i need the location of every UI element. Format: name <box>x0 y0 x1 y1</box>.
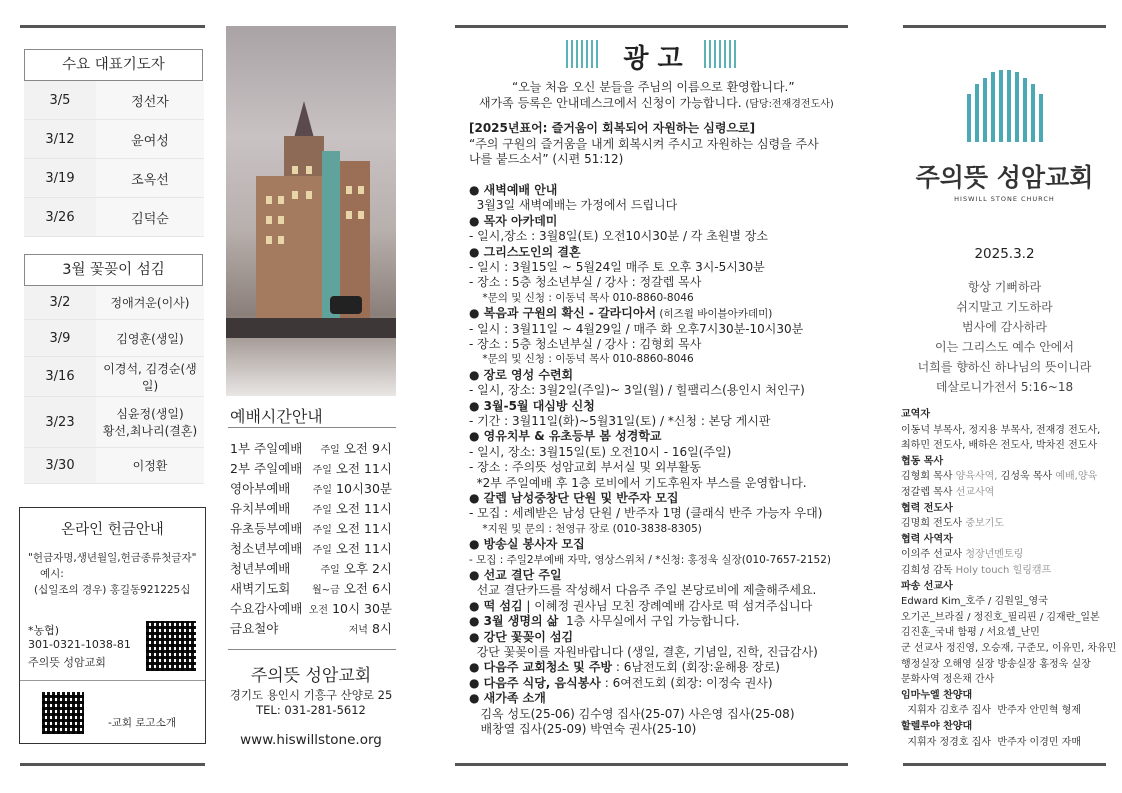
staff-text: 김희성 감독 <box>901 565 953 576</box>
flower-date: 3/16 <box>24 357 96 397</box>
notice-heading: ● 그리스도인의 결혼 <box>469 244 581 259</box>
staff-line <box>901 610 1100 626</box>
prayer-name: 조옥선 <box>96 159 204 198</box>
notice-heading: ● 새벽예배 안내 <box>469 183 558 197</box>
staff-line <box>901 485 994 501</box>
staff-text: 지휘자 김호주 집사 반주자 안민혁 형제 <box>901 705 1081 717</box>
notice-detail: 1층 사무실에서 구입 가능합니다. <box>558 614 740 629</box>
schedule-name: 1부 주일예배 <box>230 441 303 456</box>
prayer-date: 3/26 <box>24 198 96 237</box>
flower-row <box>24 448 204 484</box>
notice-line <box>469 614 740 629</box>
bank-account: 301-0321-1038-81 <box>28 638 131 651</box>
staff-text: 협동 목사 <box>901 455 944 467</box>
staff-text: 교역자 <box>901 409 930 420</box>
welcome-line2-text: 새가족 등록은 안내데스크에서 신청이 가능합니다. <box>479 96 742 110</box>
schedule-day: 주일 <box>312 505 332 516</box>
prayer-name: 윤여성 <box>96 120 204 159</box>
staff-line <box>901 547 1023 563</box>
notice-text: - 일시 : 3월11일 ~ 4월29일 / 매주 화 오후7시30분-10시30분 <box>469 321 804 336</box>
schedule-hour: 오전 11시 <box>335 541 392 556</box>
schedule-row <box>230 559 392 577</box>
notice-detail: : 6남전도회 (회장:윤해용 장로) <box>612 660 780 675</box>
staff-text: 문화사역 정은채 간사 <box>901 674 995 686</box>
verse-line: 데살로니가전서 5:16~18 <box>935 380 1074 394</box>
notice-text: 선교 결단카드를 작성해서 다음주 주일 본당로비에 제출해주세요. <box>469 583 817 598</box>
notice-line <box>469 707 795 722</box>
schedule-hour: 8시 <box>371 621 392 636</box>
notice-line <box>469 306 772 322</box>
notice-line <box>469 491 678 506</box>
schedule-hour: 오후 2시 <box>343 561 392 576</box>
schedule-row <box>230 539 392 557</box>
notice-text: - 기간 : 3월11일(화)~5월31일(토) / *신청 : 본당 게시판 <box>469 414 771 428</box>
verse-line: 이는 그리스도 예수 안에서 <box>935 340 1074 354</box>
notice-line <box>469 691 546 706</box>
schedule-name: 수요감사예배 <box>230 601 303 616</box>
notice-line <box>469 322 803 337</box>
notice-line <box>469 337 701 352</box>
notice-line <box>469 506 822 521</box>
staff-role: 양육사역, <box>952 471 1001 483</box>
notice-heading: ● 갈렙 남성중창단 단원 및 반주자 모집 <box>469 491 679 505</box>
schedule-hour: 오전 9시 <box>343 441 392 456</box>
staff-line <box>901 641 1116 657</box>
col4-church-name: 주의뜻 성암교회 <box>915 163 1094 192</box>
notice-line <box>469 522 702 537</box>
notice-text: - 모집 : 세례받은 남성 단원 / 반주자 1명 (클래식 반주 가능자 우대) <box>469 506 823 521</box>
notice-text: *2부 주일예배 후 1층 로비에서 기도후원자 부스를 운영합니다. <box>469 475 807 490</box>
flower-date: 3/23 <box>24 397 96 448</box>
staff-heading <box>901 407 930 423</box>
notice-heading: ● 3월 생명의 삶 <box>469 614 559 629</box>
logo-intro-label: -교회 로고소개 <box>108 717 176 729</box>
schedule-time <box>321 559 392 577</box>
prayer-name: 정선자 <box>96 81 204 120</box>
flower-name <box>96 448 204 484</box>
schedule-hour: 오전 6시 <box>343 581 392 596</box>
staff-role: Holy touch 힐링캠프 <box>952 565 1052 576</box>
verse-line: 쉬지말고 기도하라 <box>956 300 1053 314</box>
staff-text: 협력 전도사 <box>901 502 953 514</box>
notice-text: - 모집 : 주일2부예배 자막, 영상스위처 / *신청: 홍정욱 실장(010-7657-2152) <box>469 553 831 566</box>
schedule-day: 오전 <box>308 605 329 616</box>
notice-text: - 장소 : 5층 청소년부실 / 강사 : 김형회 목사 <box>469 337 702 351</box>
bank-name: *농협) <box>28 624 60 637</box>
notice-heading: ● 3월-5월 대심방 신청 <box>469 398 595 413</box>
notice-text: - 일시, 장소: 3월15일(토) 오전10시 - 16일(주일) <box>469 444 732 459</box>
schedule-title: 예배시간안내 <box>230 407 323 426</box>
schedule-name: 영아부예배 <box>230 481 291 496</box>
notice-heading: ● 목자 아카데미 <box>469 213 558 228</box>
motto-line2: 나를 붙드소서” (시편 51:12) <box>469 152 624 166</box>
online-offering-box <box>19 507 206 744</box>
prayer-name: 김덕순 <box>96 198 204 237</box>
notice-title-right-icon <box>704 40 736 68</box>
flower-name-line: 김영훈(생일) <box>116 331 184 346</box>
schedule-row <box>230 619 392 637</box>
online-offering-line3: (십일조의 경우) 홍길동921225십 <box>34 584 191 596</box>
notice-line <box>469 229 768 244</box>
prayer-row <box>24 159 204 198</box>
staff-text: 김명희 전도사 <box>901 518 963 530</box>
notice-text: *문의 및 신청 : 이동넉 목사 010-8860-8046 <box>469 291 694 304</box>
notice-detail: (히즈윌 바이블아카데미) <box>656 308 773 321</box>
prayer-row <box>24 198 204 237</box>
staff-text: Edward Kim_호주 / 김원일_영국 <box>901 596 1048 608</box>
schedule-row <box>230 599 392 617</box>
notice-line <box>469 553 831 568</box>
notice-text: - 장소 : 주의뜻 성암교회 부서실 및 외부활동 <box>469 460 702 475</box>
flower-table <box>24 286 204 484</box>
motto-title: [2025년표어: 즐거움이 회복되어 자원하는 심령으로] <box>469 121 756 135</box>
online-offering-title: 온라인 헌금안내 <box>61 522 164 538</box>
staff-line <box>901 594 1048 610</box>
staff-text: 오기곤_브라질 / 정진호_필리핀 / 김재란_일본 <box>901 611 1100 623</box>
flower-date: 3/2 <box>24 286 96 320</box>
schedule-day: 주일 <box>312 465 332 476</box>
notice-line <box>469 291 694 306</box>
notice-line <box>469 583 816 598</box>
notice-line <box>469 568 562 583</box>
staff-line <box>901 469 1097 485</box>
col2-tel: TEL: 031-281-5612 <box>256 703 366 717</box>
schedule-name: 유치부예배 <box>230 501 291 516</box>
notice-text: - 일시, 장소: 3월2일(주일)~ 3일(월) / 힐팰리스(용인시 처인구) <box>469 383 805 398</box>
notice-line <box>469 722 696 737</box>
staff-text: 지휘자 정경호 집사 반주자 이경민 자매 <box>901 736 1081 748</box>
notice-line <box>469 368 573 383</box>
staff-text: 이의주 선교사 <box>901 549 963 561</box>
flower-name-line: 이경석, 김경순(생일) <box>103 361 197 393</box>
notice-title-left-icon <box>566 40 598 68</box>
notice-text: - 일시,장소 : 3월8일(토) 오전10시30분 / 각 초원별 장소 <box>469 229 768 244</box>
motto-line1: “주의 구원의 즐거움을 내게 회복시켜 주시고 자원하는 심령을 주사 <box>469 137 819 151</box>
notice-line <box>469 183 557 198</box>
schedule-hour: 오전 11시 <box>335 521 392 536</box>
top-rule-col1 <box>20 25 205 28</box>
staff-heading <box>901 688 972 704</box>
notice-heading: ● 떡 섬김 <box>469 598 523 613</box>
bulletin-date: 2025.3.2 <box>974 246 1035 262</box>
staff-text: 김형회 목사 <box>901 471 953 483</box>
staff-text: 이동넉 부목사, 정지용 부목사, 전재경 전도사, <box>901 424 1101 436</box>
notice-line <box>469 399 595 414</box>
notice-line <box>469 645 818 660</box>
flower-row <box>24 286 204 320</box>
prayer-table <box>24 81 204 237</box>
prayer-date: 3/19 <box>24 159 96 198</box>
prayer-table-title: 수요 대표기도자 <box>24 49 203 81</box>
flower-name-line: 이정환 <box>132 459 168 473</box>
staff-text: 협력 사역자 <box>901 533 953 545</box>
notice-text: - 일시 : 3월15일 ~ 5월24일 매주 토 오후 3시-5시30분 <box>469 260 765 274</box>
schedule-name: 새벽기도회 <box>230 581 291 596</box>
schedule-name: 금요철야 <box>230 621 279 636</box>
schedule-time <box>313 459 392 477</box>
flower-name <box>96 286 204 320</box>
notice-heading: ● 영유치부 & 유초등부 봄 성경학교 <box>469 429 662 444</box>
notice-line <box>469 414 770 429</box>
verse-line: 항상 기뻐하라 <box>967 280 1042 294</box>
notice-text: - 장소 : 5층 청소년부실 / 강사 : 정갈렙 목사 <box>469 275 702 290</box>
flower-date: 3/9 <box>24 320 96 357</box>
flower-row <box>24 357 204 397</box>
col4-church-en: HISWILL STONE CHURCH <box>954 195 1055 203</box>
flower-table-title: 3월 꽃꽂이 섬김 <box>24 254 203 286</box>
notice-heading: ● 선교 결단 주일 <box>469 568 562 582</box>
schedule-time <box>313 519 392 537</box>
bottom-rule-col4 <box>903 763 1106 766</box>
schedule-time <box>313 499 392 517</box>
top-rule-col4 <box>903 25 1106 28</box>
schedule-day: 주일 <box>320 565 340 576</box>
schedule-hour: 오전 11시 <box>335 461 392 476</box>
schedule-name: 유초등부예배 <box>230 521 303 536</box>
schedule-row <box>230 479 392 497</box>
notice-text: 김옥 성도(25-06) 김수영 집사(25-07) 사은영 집사(25-08) <box>469 706 795 721</box>
notice-line <box>469 198 677 213</box>
verse-line: 범사에 감사하라 <box>962 320 1047 334</box>
notice-heading: ● 다음주 식당, 음식봉사 <box>469 675 601 690</box>
staff-text: 군 선교사 정진영, 오승재, 구준모, 이유민, 차유민 <box>901 643 1117 654</box>
staff-line <box>901 672 994 688</box>
staff-line <box>901 657 1091 673</box>
top-rule-col3 <box>455 25 848 28</box>
notice-heading: ● 방송실 봉사자 모집 <box>469 537 585 552</box>
staff-text: 최하민 전도사, 배하은 전도사, 박차진 전도사 <box>901 440 1098 452</box>
staff-line <box>901 423 1100 439</box>
staff-heading <box>901 579 953 595</box>
church-building-icon <box>226 26 396 396</box>
notice-line <box>469 445 731 460</box>
notice-line <box>469 429 662 444</box>
online-offering-line1: "헌금자명,생년월일,헌금종류첫글자" <box>28 552 197 564</box>
notice-text: *지원 및 문의 : 천영규 장로 (010-3838-8305) <box>469 522 702 535</box>
notice-heading: ● 복음과 구원의 확신 - 갈라디아서 <box>469 306 657 321</box>
notice-heading: ● 새가족 소개 <box>469 691 546 706</box>
schedule-row <box>230 519 392 537</box>
notice-line <box>469 630 573 645</box>
schedule-name: 청년부예배 <box>230 561 291 576</box>
staff-heading <box>901 501 953 517</box>
notice-text: *문의 및 신청 : 이동넉 목사 010-8860-8046 <box>469 353 694 366</box>
staff-role: 선교사역 <box>952 487 995 498</box>
schedule-day: 주일 <box>312 525 332 536</box>
staff-role: 중보기도 <box>962 518 1004 530</box>
welcome-line1: “오늘 처음 오신 분들을 주님의 이름으로 환영합니다.” <box>512 80 795 94</box>
notice-text: 3월3일 새벽예배는 가정에서 드립니다 <box>469 198 678 213</box>
staff-text: 파송 선교사 <box>901 580 953 592</box>
schedule-time <box>309 599 392 617</box>
staff-line <box>901 625 1040 641</box>
flower-name <box>96 357 204 397</box>
staff-role2: 예배,양육 <box>1052 471 1098 483</box>
schedule-day: 저녁 <box>348 625 368 636</box>
notice-line <box>469 245 581 260</box>
staff-text2: 김성욱 목사 <box>1000 471 1053 483</box>
flower-date: 3/30 <box>24 448 96 484</box>
schedule-row <box>230 459 392 477</box>
notice-detail: : 6여전도회 (회장: 이정숙 권사) <box>600 675 773 690</box>
prayer-date: 3/5 <box>24 81 96 120</box>
schedule-name: 2부 주일예배 <box>230 461 303 476</box>
schedule-day: 주일 <box>320 445 340 456</box>
bank-holder: 주의뜻 성암교회 <box>28 656 106 669</box>
welcome-line2 <box>479 96 834 112</box>
schedule-hour: 오전 11시 <box>335 501 392 516</box>
notice-line <box>469 260 765 275</box>
staff-line <box>901 516 1004 532</box>
notice-line <box>469 676 773 691</box>
flower-name-line: 정애겨운(이사) <box>110 296 190 310</box>
staff-text: 할렐루야 찬양대 <box>901 721 973 732</box>
notice-detail: | 이혜정 권사님 모친 장례예배 감사로 떡 섬겨주십니다 <box>522 598 813 613</box>
schedule-time <box>349 619 392 637</box>
notice-line <box>469 383 805 398</box>
notice-text: 강단 꽃꽂이를 자원바랍니다 (생일, 결혼, 기념일, 진학, 진급감사) <box>469 645 818 659</box>
schedule-row <box>230 439 392 457</box>
staff-heading <box>901 719 972 735</box>
notice-line <box>469 476 807 491</box>
church-building-photo <box>226 26 396 396</box>
schedule-hour: 10시 30분 <box>332 601 392 616</box>
staff-heading <box>901 454 943 470</box>
notice-line <box>469 599 812 614</box>
schedule-day: 주일 <box>312 545 332 556</box>
prayer-row <box>24 81 204 120</box>
schedule-day: 주일 <box>312 485 333 496</box>
notice-heading: ● 강단 꽃꽂이 섬김 <box>469 629 574 644</box>
flower-name <box>96 397 204 448</box>
staff-text: 정갈렙 목사 <box>901 487 953 498</box>
schedule-time <box>312 579 392 597</box>
flower-name <box>96 320 204 357</box>
col2-church-name: 주의뜻 성암교회 <box>250 666 372 686</box>
staff-line <box>901 735 1081 751</box>
staff-line <box>901 563 1051 579</box>
welcome-line2-note: (담당:전재경전도사) <box>745 99 834 110</box>
notice-line <box>469 537 585 552</box>
col2-website[interactable]: www.hiswillstone.org <box>240 732 382 748</box>
offering-qr-code[interactable] <box>146 621 196 671</box>
logo-qr-code[interactable] <box>42 692 84 734</box>
schedule-time <box>321 439 392 457</box>
verse-line: 너희를 향하신 하나님의 뜻이니라 <box>917 360 1092 374</box>
staff-text: 김진훈_국내 함평 / 서요셉_난민 <box>901 627 1040 639</box>
schedule-time <box>313 479 392 497</box>
flower-name-line: 심윤정(생일) <box>116 407 184 421</box>
prayer-row <box>24 120 204 159</box>
notice-line <box>469 352 694 367</box>
schedule-name: 청소년부예배 <box>230 541 303 556</box>
col2-address: 경기도 용인시 기흥구 산양로 25 <box>229 688 393 702</box>
staff-heading <box>901 532 953 548</box>
church-logo-icon <box>967 70 1045 142</box>
notice-text: 배창열 집사(25-09) 박연숙 권사(25-10) <box>469 722 697 736</box>
staff-text: 임마누엘 찬양대 <box>901 689 973 701</box>
flower-row <box>24 397 204 448</box>
schedule-row <box>230 579 392 597</box>
staff-text: 행정실장 오해영 실장 방송실장 홍정욱 실장 <box>901 658 1091 670</box>
staff-line <box>901 438 1097 454</box>
notice-line <box>469 660 780 675</box>
notice-heading: ● 장로 영성 수련회 <box>469 367 574 382</box>
bottom-rule-col1 <box>20 763 205 766</box>
prayer-date: 3/12 <box>24 120 96 159</box>
schedule-time <box>313 539 392 557</box>
notice-heading: ● 다음주 교회청소 및 주방 <box>469 660 613 675</box>
staff-line <box>901 703 1081 719</box>
notice-title: 광 고 <box>623 44 683 74</box>
flower-row <box>24 320 204 357</box>
bottom-rule-col3 <box>455 763 848 766</box>
notice-line <box>469 214 557 229</box>
schedule-row <box>230 499 392 517</box>
online-offering-line2: 예시: <box>40 568 64 580</box>
notice-line <box>469 460 701 475</box>
flower-name-line2: 황선,최나리(결혼) <box>102 424 198 438</box>
staff-role: 청장년멘토링 <box>962 549 1024 561</box>
schedule-hour: 10시30분 <box>336 481 392 496</box>
notice-line <box>469 275 701 290</box>
schedule-day: 월~금 <box>312 585 340 596</box>
